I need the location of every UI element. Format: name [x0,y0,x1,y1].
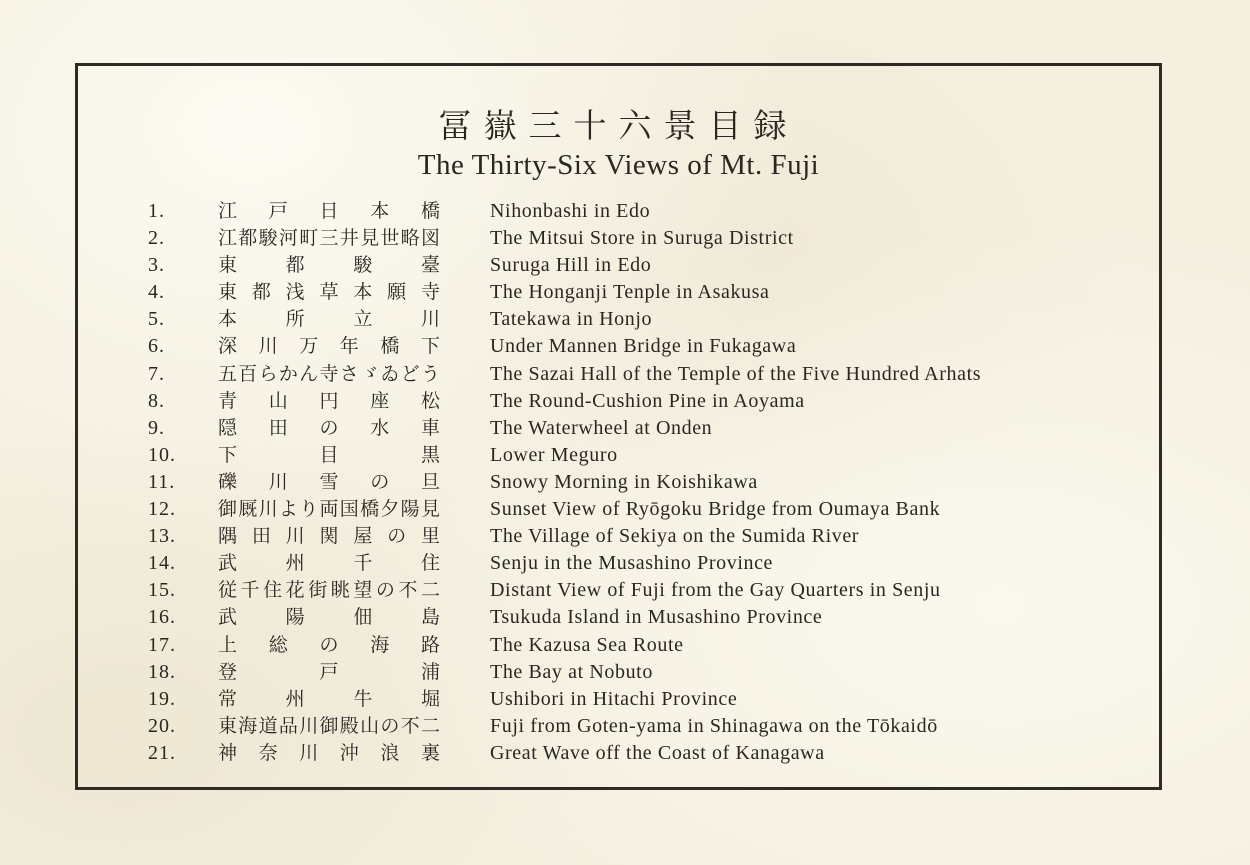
item-english-title: Snowy Morning in Koishikawa [490,470,758,493]
item-japanese-title: 江都駿河町三井見世略図 [218,227,440,250]
item-japanese-title: 武 州 千 住 [218,552,440,575]
item-english-title: Tsukuda Island in Musashino Province [490,606,823,629]
item-number: 9. [148,416,165,439]
item-english-title: Tatekawa in Honjo [490,308,653,331]
item-english-title: Ushibori in Hitachi Province [490,687,738,710]
item-number: 20. [148,714,176,737]
item-japanese-title: 青 山 円 座 松 [218,389,440,412]
item-number: 15. [148,579,176,602]
list-item [78,496,1159,523]
item-japanese-title: 下 目 黒 [218,443,440,466]
list-item [78,252,1159,279]
item-number: 8. [148,389,165,412]
item-japanese-title: 礫 川 雪 の 旦 [218,470,440,493]
item-english-title: Senju in the Musashino Province [490,552,774,575]
list-item [78,442,1159,469]
item-japanese-title: 江 戸 日 本 橋 [218,200,440,222]
list-item [78,225,1159,252]
item-number: 16. [148,606,176,629]
item-japanese-title: 御厩川より両国橋夕陽見 [218,498,440,521]
item-number: 6. [148,335,165,358]
list-item [78,686,1159,713]
list-item [78,740,1159,767]
item-number: 10. [148,443,176,466]
list-item [78,632,1159,659]
item-number: 1. [148,200,165,222]
title-japanese: 冨嶽三十六景目録 [438,106,799,145]
item-number: 19. [148,687,176,710]
item-english-title: The Village of Sekiya on the Sumida River [490,525,860,548]
list-item [78,306,1159,333]
title-english: The Thirty-Six Views of Mt. Fuji [417,149,820,181]
item-english-title: The Mitsui Store in Suruga District [490,227,794,250]
list-item [78,198,1159,225]
view-list [78,198,1159,767]
item-english-title: Sunset View of Ryōgoku Bridge from Oumaya Bank [490,498,941,521]
list-item [78,361,1159,388]
item-number: 14. [148,552,176,575]
item-english-title: Nihonbashi in Edo [490,200,651,222]
item-japanese-title: 常 州 牛 堀 [218,687,440,710]
list-item [78,577,1159,604]
item-english-title: Distant View of Fuji from the Gay Quarters in Senju [490,579,941,602]
item-english-title: Under Mannen Bridge in Fukagawa [490,335,797,358]
item-number: 2. [148,227,165,250]
list-item [78,604,1159,631]
item-english-title: Great Wave off the Coast of Kanagawa [490,741,825,764]
item-number: 11. [148,470,176,493]
item-english-title: The Honganji Tenple in Asakusa [490,281,770,304]
list-item [78,469,1159,496]
list-item [78,713,1159,740]
item-number: 21. [148,741,176,764]
item-japanese-title: 武 陽 佃 島 [218,606,440,629]
item-english-title: The Sazai Hall of the Temple of the Five Hundred Arhats [490,362,982,385]
item-japanese-title: 上 総 の 海 路 [218,633,440,656]
item-japanese-title: 東海道品川御殿山の不二 [218,714,440,737]
item-number: 12. [148,498,176,521]
item-english-title: The Round-Cushion Pine in Aoyama [490,389,805,412]
item-english-title: Suruga Hill in Edo [490,254,652,277]
list-item [78,388,1159,415]
item-number: 17. [148,633,176,656]
list-item [78,279,1159,306]
item-japanese-title: 深川万年橋下 [218,335,440,358]
item-japanese-title: 本 所 立 川 [218,308,440,331]
item-english-title: Fuji from Goten-yama in Shinagawa on the Tōkaidō [490,714,938,737]
item-english-title: Lower Meguro [490,443,618,466]
item-number: 18. [148,660,176,683]
list-item [78,659,1159,686]
item-japanese-title: 神 奈 川 沖 浪 裏 [218,741,440,764]
item-japanese-title: 登 戸 浦 [218,660,440,683]
item-japanese-title: 隠 田 の 水 車 [218,416,440,439]
item-english-title: The Waterwheel at Onden [490,416,713,439]
item-japanese-title: 従千住花街眺望の不二 [218,579,440,602]
item-number: 13. [148,525,176,548]
document-frame [75,63,1162,790]
item-japanese-title: 隅田川関屋の里 [218,525,440,548]
item-number: 5. [148,308,165,331]
item-number: 7. [148,362,165,385]
list-item [78,415,1159,442]
list-item [78,550,1159,577]
item-japanese-title: 東都浅草本願寺 [218,281,440,304]
item-japanese-title: 東 都 駿 臺 [218,254,440,277]
list-item [78,333,1159,360]
item-english-title: The Bay at Nobuto [490,660,653,683]
item-english-title: The Kazusa Sea Route [490,633,684,656]
list-item [78,523,1159,550]
item-number: 3. [148,254,165,277]
item-japanese-title: 五百らかん寺さゞゐどう [218,362,440,385]
item-number: 4. [148,281,165,304]
